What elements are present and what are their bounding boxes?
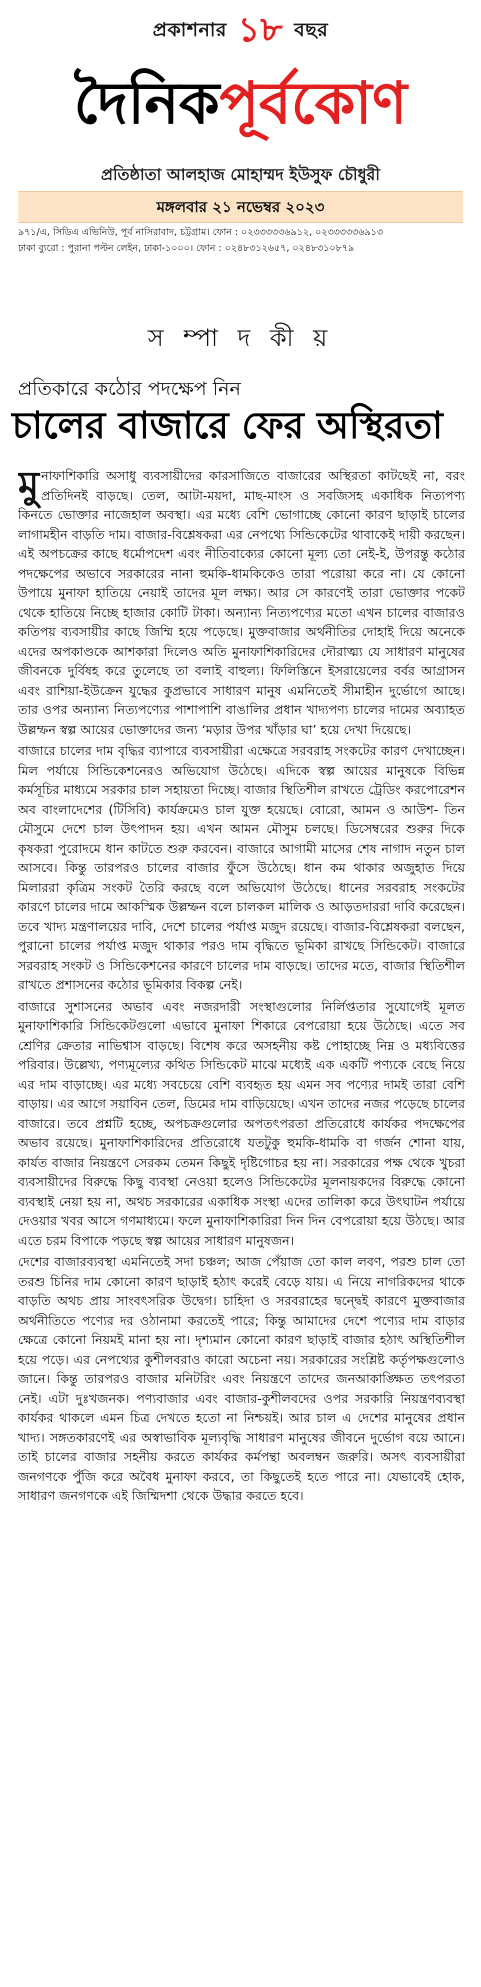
anniversary-banner xyxy=(0,4,481,61)
paragraph-4: দেশের বাজারব্যবস্থা এমনিতেই সদা চঞ্চল; আজ পেঁয়াজ তো কাল লবণ, পরশু চাল তো তরশু চিনির দাম কোনো কারণ ছাড়াই হঠাৎ করেই বেড়ে যায়। এ নিয়ে নাগরিকদের থাকে বাড়তি অথচ প্রায় সাংবৎসরিক উদ্বেগ। চাহিদা ও সরবরাহের দ্বন্দ্বেই কারণে মুক্তবাজার অর্থনীতিতে পণ্যের দর ওঠানামা করতেই পারে; কিন্তু আমাদের দেশে পণ্যের দাম বাড়ার ক্ষেত্রে কোনো নিয়মই মানা হয় না। দৃশ্যমান কোনো কারণ ছাড়াই বাজার হঠাৎ অস্থিতিশীল হয়ে পড়ে। এর নেপথ্যের কুশীলবরাও কারো অচেনা নয়। সরকারের সংশ্লিষ্ট কর্তৃপক্ষগুলোও জানে। কিন্তু তারপরও বাজার মনিটরিং এবং নিয়ন্ত্রণে তাদের জনআকাঙ্ক্ষিত তৎপরতা নেই। এটা দুঃখজনক। পণ্যবাজার এবং বাজার-কুশীলবদের ওপর সরকারি নিয়ন্ত্রণব্যবস্থা কার্যকর থাকলে এমন চিত্র দেখতে হতো না নিশ্চয়ই। আর চাল এ দেশের মানুষের প্রধান খাদ্য। সঙ্গতকারণেই এর অস্বাভাবিক মূল্যবৃদ্ধি সাধারণ মানুষের জীবনে দুর্ভোগ বয়ে আনে। তাই চালের বাজার সহনীয় করতে কার্যকর কর্মপন্থা অবলম্বন জরুরি। অসৎ ব্যবসায়ীরা জনগণকে পুঁজি করে অবৈধ মুনাফা করবে, তা কিছুতেই হতে পারে না। যেভাবেই হোক, সাধারণ জনগণকে এই জিম্মিদশা থেকে উদ্ধার করতে হবে। xyxy=(18,1254,465,1503)
paragraph-1-text: নাফাশিকারি অসাধু ব্যবসায়ীদের কারসাজিতে বাজারের অস্থিরতা কাটছেই না, বরং প্রতিদিনই বাড়ছে। তেল, আটা-ময়দা, মাছ-মাংস ও সবজিসহ একাধিক নিত্যপণ্য কিনতে ভোক্তার নাজেহাল অবস্থা। এর মধ্যে বেশি ভোগাচ্ছে কোনো কারণ ছাড়াই চালের লাগামহীন বাড়তি দাম। বাজার-বিশ্লেষকরা এর নেপথ্যে সিন্ডিকেটের থাবাকেই দায়ী করছেন। এই অপচক্রের কাছে ধর্মোপদেশ এবং নীতিবাক্যের কোনো মূল্য তো নেই-ই, উপরন্তু কঠোর পদক্ষেপের অভাবে সরকারের নানা হুমকি-ধামকিকেও তারা পরোয়া করে না। যে কোনো উপায়ে মুনাফা হাতিয়ে নেয়াই তাদের মূল লক্ষ্য। আর সে কারণেই তারা ভোক্তার পকেট থেকে হাতিয়ে নিচ্ছে হাজার কোটি টাকা। অন্যান্য নিত্যপণ্যের মতো এখন চালের বাজারও কতিপয় ব্যবসায়ীর কাছে জিম্মি হয়ে পড়েছে। মুক্তবাজার অর্থনীতির দোহাই দিয়ে অনেকে এদের অপকাণ্ডকে আশকারা দিলেও অতি মুনাফাশিকারিদের দৌরাত্ম্য যে সাধারণ মানুষের জীবনকে দুর্বিষহ করে তুলেছে তা বলাই বাহুল্য। ফিলিস্তিনে ইসরায়েলের বর্বর আগ্রাসন এবং রাশিয়া-ইউক্রেন যুদ্ধের কুপ্রভাবে সাধারণ মানুষ এমনিতেই সীমাহীন দুর্ভোগে আছে। তার ওপর অন্যান্য নিত্যপণ্যের পাশাপাশি বাঙালির প্রধান খাদ্যপণ্য চালের দামের অব্যাহত উল্লম্ফন স্বল্প আয়ের ভোক্তাদের জন্য ‘মড়ার উপর খাঁড়ার ঘা’ হয়ে দেখা দিয়েছে। xyxy=(18,468,465,737)
drop-cap: মু xyxy=(18,466,40,507)
anniversary-number: ১৮ xyxy=(237,10,284,50)
paragraph-3: বাজারে সুশাসনের অভাব এবং নজরদারী সংস্থাগুলোর নির্লিপ্ততার সুযোগেই মূলত মুনাফাশিকারি সিন্ডিকেটগুলো এভাবে মুনাফা শিকারে বেপরোয়া হয়ে উঠেছে। এতে সব শ্রেণির ক্রেতার নাভিশ্বাস বাড়ছে। বিশেষ করে অসহনীয় কষ্ট পোহাচ্ছে নিম্ন ও মধ্যবিত্তের পরিবার। উল্লেখ্য, পণ্যমূল্যের কথিত সিন্ডিকেট মাঝে মধ্যেই এক একটি পণ্যকে বেছে নিয়ে এর দাম বাড়াচ্ছে। এর মধ্যে সবচেয়ে বেশি ব্যবহৃত হয় এমন সব পণ্যের দামই তারা বেশি বাড়ায়। এর আগে সয়াবিন তেল, ডিমের দাম বাড়িয়েছে। এখন তাদের নজর পড়েছে চালের বাজারে। তবে প্রশ্নটি হচ্ছে, অপচক্রগুলোর অপতৎপরতা প্রতিরোধে কার্যকর পদক্ষেপের অভাব রয়েছে। মুনাফাশিকারিদের প্রতিরোধে যতটুকু হুমকি-ধামকি বা গর্জন শোনা যায়, কার্যত বাজার নিয়ন্ত্রণে সেরকম তেমন কিছুই দৃষ্টিগোচর হয় না। সরকারের পক্ষ থেকে খুচরা ব্যবসায়ীদের বিরুদ্ধে কিছু ব্যবস্থা নেওয়া হলেও সিন্ডিকেটের মূলনায়কদের বিরুদ্ধে কোনো ব্যবস্থাই নেয়া হয় না, অথচ সরকারের একাধিক সংস্থা এদের তালিকা করে উৎঘাটন পর্যায়ে দেওয়ার খবর আসে গণমাধ্যমে। ফলে মুনাফাশিকারিরা দিন দিন বেপরোয়া হয়ে উঠছে। আর এতে চরম বিপাকে পড়ছে স্বল্প আয়ের সাধারণ মানুষজন। xyxy=(18,998,465,1248)
newspaper-logo xyxy=(0,68,481,138)
article-kicker: প্রতিকারে কঠোর পদক্ষেপ নিন xyxy=(18,378,241,400)
logo-part-1: দৈনিক xyxy=(73,69,220,137)
founder-line: প্রতিষ্ঠাতা আলহাজ মোহাম্মদ ইউসুফ চৌধুরী xyxy=(101,165,380,184)
anniversary-suffix: বছর xyxy=(294,19,329,41)
paragraph-2: বাজারে চালের দাম বৃদ্ধির ব্যাপারে ব্যবসায়ীরা এক্ষেত্রে সরবরাহ সংকটের কারণ দেখাচ্ছেন। মিল পর্যায়ে সিন্ডিকেশনেরও অভিযোগ উঠেছে। এদিকে স্বল্প আয়ের মানুষকে বিভিন্ন কর্মসূচির মাধ্যমে সরকার চাল সহায়তা দিচ্ছে। বাজার স্থিতিশীল রাখতে ট্রেডিং করপোরেশন অব বাংলাদেশের (টিসিবি) কার্যক্রমেও চাল যুক্ত হয়েছে। বোরো, আমন ও আউশ- তিন মৌসুমে দেশে চাল উৎপাদন হয়। এখন আমন মৌসুম চলছে। ডিসেম্বরের শুরুর দিকে কৃষকরা পুরোদমে ধান কাটতে শুরু করবেন। বাজারে আগামী মাসের শেষ নাগাদ নতুন চাল আসবে। কিন্তু তারপরও চালের বাজার ফুঁসে উঠেছে। ধান কম থাকার অজুহাত দিয়ে মিলাররা কৃত্রিম সংকট তৈরি করছে বলে অভিযোগ উঠেছে। ধানের সরবরাহ সংকটের কারণে চালের দামে আকস্মিক উল্লম্ফন বলে চালকল মালিক ও আড়তদাররা দাবি করেছেন। তবে খাদ্য মন্ত্রণালয়ের দাবি, দেশে চালের পর্যাপ্ত মজুদ রয়েছে। বাজার-বিশ্লেষকরা বলছেন, পুরানো চালের পর্যাপ্ত মজুদ থাকার পরও দাম বৃদ্ধিতে ভূমিকা রাখছে সিন্ডিকেট। বাজারে সরবরাহ সংকট ও সিন্ডিকেশনের কারণে চালের দাম বাড়ছে। তাদের মতে, বাজার স্থিতিশীল রাখতে প্রশাসনের কঠোর ভূমিকার বিকল্প নেই। xyxy=(18,743,465,992)
address-line-2: ঢাকা ব্যুরো : পুরানা পল্টন লেইন, ঢাকা-১০০০। ফোন : ০২৪৮৩১২৬৫৭, ০২৪৮৩১০৮৭৯ xyxy=(18,243,355,254)
section-title: স ম্পা দ কী য় xyxy=(147,324,334,352)
address-line-1: ৯৭১/এ, সিডিএ এভিনিউ, পূর্ব নাসিরাবাদ, চট্টগ্রাম। ফোন : ০২৩৩৩৩৩৬৯১২, ০২৩৩৩৩৩৬৯১৩ xyxy=(18,227,384,238)
date-bar: মঙ্গলবার ২১ নভেম্বর ২০২৩ xyxy=(18,191,463,223)
article-headline: চালের বাজারে ফের অস্থিরতা xyxy=(12,404,443,447)
anniversary-prefix: প্রকাশনার xyxy=(152,19,227,41)
article-body xyxy=(18,466,465,1981)
logo-part-2: পূর্বকোণ xyxy=(219,69,408,137)
paragraph-1 xyxy=(18,466,465,739)
masthead xyxy=(0,0,481,265)
